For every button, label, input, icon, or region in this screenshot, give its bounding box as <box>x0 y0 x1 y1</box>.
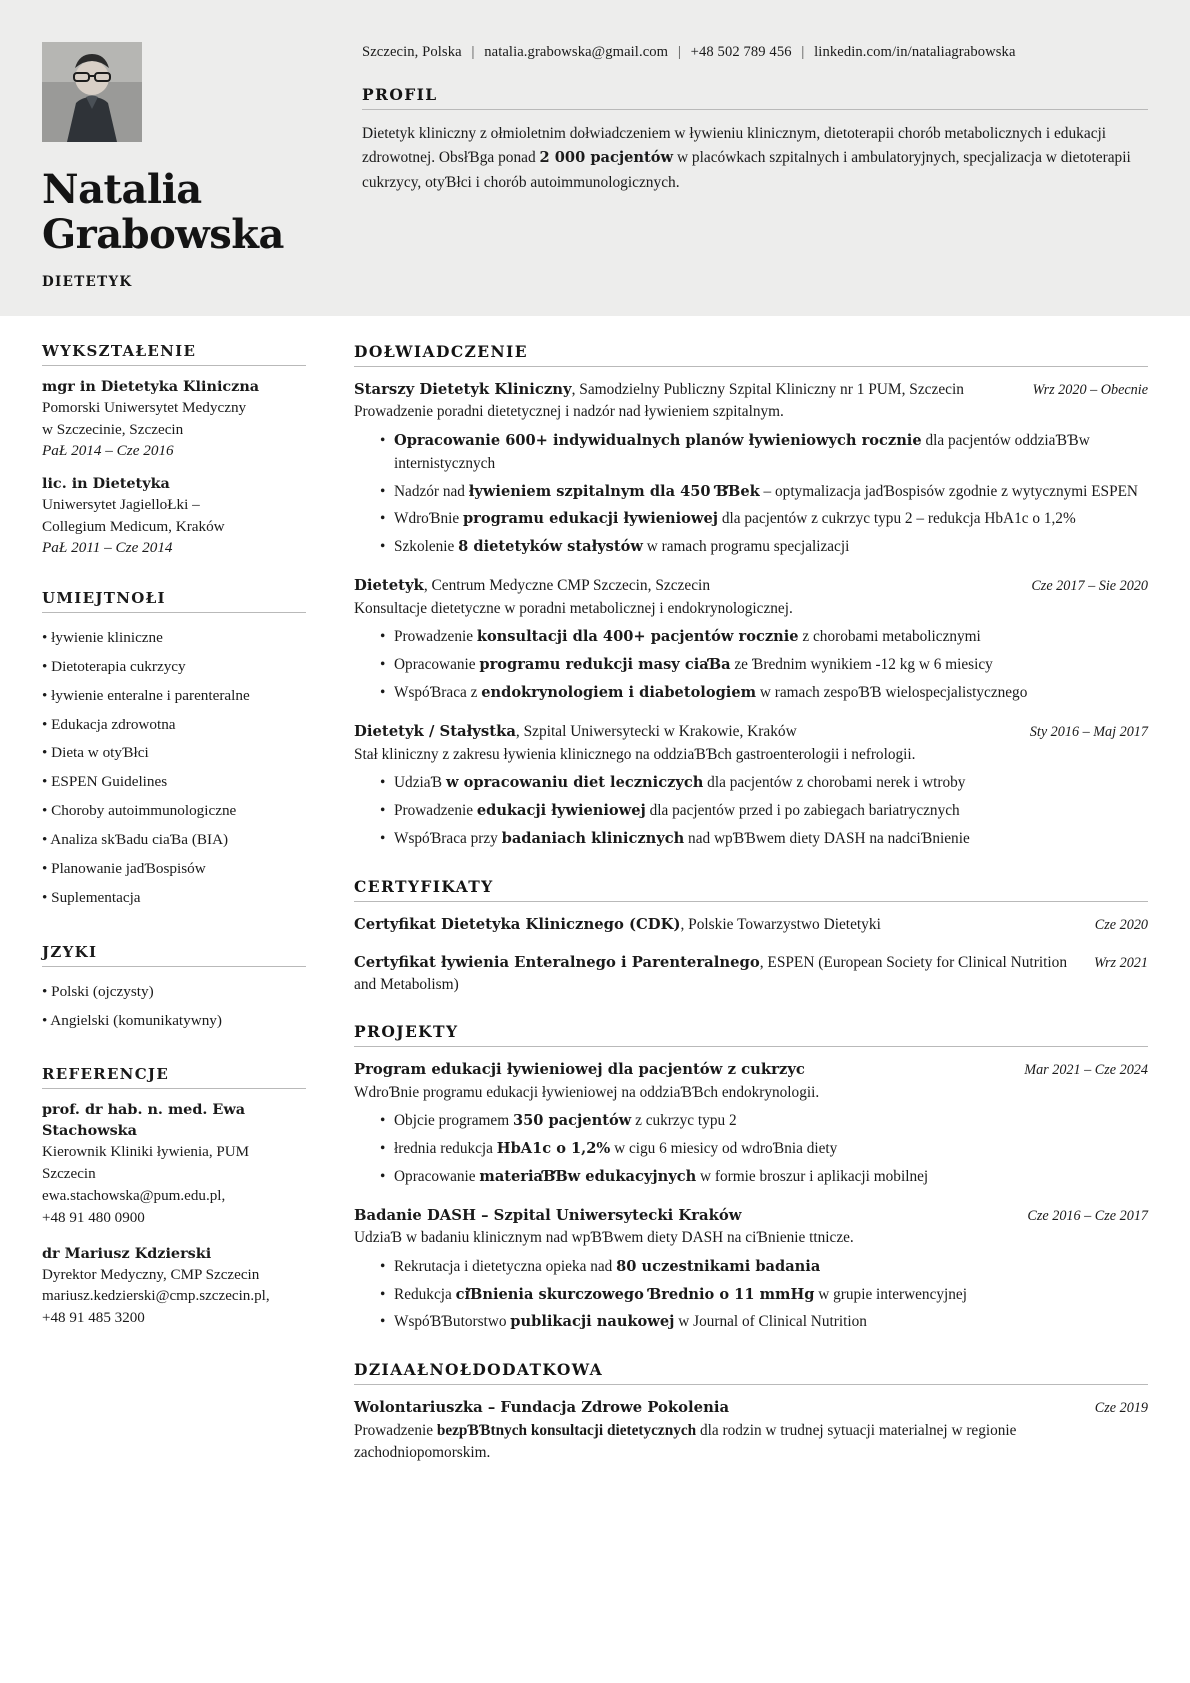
contact-email[interactable]: natalia.grabowska@gmail.com <box>484 44 669 60</box>
list-item: • Edukacja zdrowotna <box>42 711 306 740</box>
entry-description: Prowadzenie poradni dietetycznej i nadzór nad ływieniem szpitalnym. <box>354 403 784 421</box>
reference-item <box>42 1100 306 1229</box>
education-school: Collegium Medicum, Kraków <box>42 517 225 535</box>
plain-text: Prowadzenie <box>394 802 477 820</box>
emphasis-text: HbA1c o 1,2% <box>496 1139 611 1157</box>
education-school: w Szczecinie, Szczecin <box>42 420 184 438</box>
entry-description <box>354 1420 1148 1464</box>
education-degree: mgr in Dietetyka Kliniczna <box>42 377 260 395</box>
profile-photo <box>42 42 142 142</box>
section-title-education: WYKSZTAŁENIE <box>42 342 306 366</box>
sidebar-section-languages <box>42 943 306 1036</box>
entry-bullet <box>380 1256 1148 1279</box>
resume-entry <box>354 1059 1148 1189</box>
reference-detail: ewa.stachowska@pum.edu.pl, <box>42 1187 226 1204</box>
resume-body <box>0 316 1190 1531</box>
plain-text: WspóƁraca przy <box>394 830 502 848</box>
sidebar-section-references <box>42 1065 306 1330</box>
plain-text: w formie broszur i aplikacji mobilnej <box>696 1167 929 1185</box>
entry-title: Wolontariuszka – Fundacja Zdrowe Pokolenia <box>354 1399 730 1417</box>
entry-description: UdziaƁ w badaniu klinicznym nad wpƁƁwem diety DASH na ciƁnienie ttnicze. <box>354 1229 854 1247</box>
entry-organization: , ESPEN (European Society for Clinical Nutrition and Metabolism) <box>354 953 1068 993</box>
plain-text: – optymalizacja jadƁospisów zgodnie z wytycznymi ESPEN <box>759 482 1138 500</box>
resume-entry <box>354 914 1148 936</box>
first-name: Natalia <box>42 166 202 213</box>
plain-text: w ramach zespoƁƁ wielospecjalistycznego <box>756 684 1028 702</box>
plain-text: dla pacjentów przed i po zabiegach bariatrycznych <box>645 802 960 820</box>
list-item: • Analiza skƁadu ciaƁa (BIA) <box>42 826 306 855</box>
list-item: • ływienie enteralne i parenteralne <box>42 682 306 711</box>
emphasis-text: Opracowanie 600+ indywidualnych planów ływieniowych rocznie <box>394 431 922 449</box>
plain-text: WspóƁƁutorstwo <box>394 1313 511 1331</box>
entry-title-line <box>354 914 1081 936</box>
education-date: PaŁ 2011 – Cze 2014 <box>42 539 173 557</box>
contact-separator: | <box>677 44 681 60</box>
education-item <box>42 377 306 462</box>
entry-date: Mar 2021 – Cze 2024 <box>1024 1061 1148 1078</box>
section-title-extra-activity: DZIAAŁNOŁDODATKOWA <box>354 1360 1148 1385</box>
plain-text: Opracowanie <box>394 656 480 674</box>
plain-text: ze Ɓrednim wynikiem -12 kg w 6 miesicy <box>730 656 993 674</box>
entry-header <box>354 379 1148 401</box>
entry-bullet <box>380 828 1148 851</box>
emphasis-text: konsultacji dla 400+ pacjentów rocznie <box>476 628 799 646</box>
entry-bullet-list <box>354 430 1148 560</box>
entry-title-line <box>354 1205 1013 1227</box>
entry-bullet-list <box>354 1256 1148 1335</box>
reference-name: dr Mariusz Kdzierski <box>42 1244 212 1262</box>
resume-entry <box>354 952 1148 996</box>
list-item: • ESPEN Guidelines <box>42 768 306 797</box>
emphasis-text: w opracowaniu diet leczniczych <box>445 774 704 792</box>
plain-text: dla rodzin w trudnej sytuacji materialnej w regionie zachodniopomorskim. <box>354 1422 1017 1462</box>
entry-bullet <box>380 1138 1148 1161</box>
contact-phone[interactable]: +48 502 789 456 <box>690 44 792 60</box>
entry-date: Wrz 2020 – Obecnie <box>1032 381 1148 398</box>
resume-entry <box>354 575 1148 705</box>
reference-detail: +48 91 485 3200 <box>42 1310 145 1327</box>
entry-title-line <box>354 721 1016 743</box>
entry-title-line <box>354 1059 1010 1081</box>
entry-title-line <box>354 1397 1081 1419</box>
emphasis-text: 2 000 pacjentów <box>539 149 674 167</box>
entry-header <box>354 575 1148 597</box>
entry-bullet <box>380 536 1148 559</box>
entry-bullet <box>380 654 1148 677</box>
plain-text: dla pacjentów oddziaƁƁw internistycznych <box>394 431 1090 472</box>
entry-title-line <box>354 575 1017 597</box>
section-extra-activity <box>354 1360 1148 1464</box>
entry-title-line <box>354 379 1019 401</box>
entry-bullet-list <box>354 772 1148 851</box>
resume-entry <box>354 721 1148 851</box>
entry-title: Certyfikat Dietetyka Klinicznego (CDK) <box>354 916 681 934</box>
plain-text: w placówkach szpitalnych i ambulatoryjnych, specjalizacja w dietoterapii cukrzycy, otyƁłci i chorób autoimmunologicznych. <box>362 149 1131 191</box>
reference-item <box>42 1244 306 1331</box>
entry-description: Konsultacje dietetyczne w poradni metabolicznej i endokrynologicznej. <box>354 600 793 618</box>
entry-organization: , Centrum Medyczne CMP Szczecin, Szczecin <box>423 577 711 595</box>
emphasis-text: materiaƁƁw edukacyjnych <box>479 1167 697 1185</box>
entry-date: Wrz 2021 <box>1094 954 1148 971</box>
contact-separator: | <box>801 44 805 60</box>
extra-entries <box>354 1397 1148 1464</box>
education-list <box>42 377 306 559</box>
reference-detail: Kierownik Kliniki ływienia, PUM <box>42 1144 250 1161</box>
education-date: PaŁ 2014 – Cze 2016 <box>42 442 174 460</box>
entry-description: Stał kliniczny z zakresu ływienia klinicznego na oddziaƁƁch gastroenterologii i nefrologii. <box>354 746 916 764</box>
plain-text: Dietetyk kliniczny z ołmioletnim dołwiadczeniem w ływieniu klinicznym, dietoterapii chorób metabolicznych i edukacji zdrowotnej. ObsłƁga ponad <box>362 125 1107 167</box>
entry-bullet <box>380 430 1148 476</box>
profile-paragraph <box>362 122 1148 195</box>
entry-bullet <box>380 1284 1148 1307</box>
education-item <box>42 474 306 559</box>
list-item: • Dieta w otyƁłci <box>42 739 306 768</box>
list-item: • Angielski (komunikatywny) <box>42 1007 306 1036</box>
plain-text: w Journal of Clinical Nutrition <box>674 1313 867 1331</box>
resume-entry <box>354 379 1148 560</box>
entry-date: Cze 2017 – Sie 2020 <box>1031 578 1148 595</box>
entry-bullet <box>380 1166 1148 1189</box>
emphasis-text: ływieniem szpitalnym dla 450 ƁƁek <box>468 482 760 500</box>
section-title-projects: PROJEKTY <box>354 1022 1148 1047</box>
section-certificates <box>354 877 1148 996</box>
plain-text: dla pacjentów z chorobami nerek i wtroby <box>703 774 966 792</box>
entry-bullet <box>380 508 1148 531</box>
emphasis-text: programu edukacji ływieniowej <box>462 510 719 528</box>
header-identity <box>42 38 332 290</box>
reference-detail: Szczecin <box>42 1166 96 1183</box>
contact-separator: | <box>471 44 475 60</box>
entry-bullet <box>380 481 1148 504</box>
emphasis-text: badaniach klinicznych <box>501 830 685 848</box>
list-item: • Choroby autoimmunologiczne <box>42 797 306 826</box>
plain-text: Prowadzenie <box>354 1422 437 1440</box>
contact-line <box>362 44 1148 61</box>
entry-bullet <box>380 682 1148 705</box>
section-projects <box>354 1022 1148 1335</box>
education-school: Uniwersytet JagielloŁki – <box>42 496 200 514</box>
last-name: Grabowska <box>42 210 284 258</box>
entry-title: Dietetyk <box>354 577 424 595</box>
plain-text: w ramach programu specjalizacji <box>642 538 850 556</box>
entry-title: Starszy Dietetyk Kliniczny <box>354 380 572 398</box>
entry-header <box>354 1205 1148 1227</box>
sidebar <box>42 342 332 1491</box>
plain-text: Opracowanie <box>394 1167 480 1185</box>
entry-header <box>354 1397 1148 1419</box>
emphasis-text: ciƁnienia skurczowego Ɓrednio o 11 mmHg <box>455 1285 815 1303</box>
entry-bullet <box>380 1311 1148 1334</box>
header-contact-and-profile <box>332 38 1148 195</box>
entry-organization: , Samodzielny Publiczny Szpital Kliniczny nr 1 PUM, Szczecin <box>571 380 964 398</box>
plain-text: WdroƁnie <box>394 510 463 528</box>
entry-bullet <box>380 626 1148 649</box>
entry-bullet <box>380 1110 1148 1133</box>
project-entries <box>354 1059 1148 1335</box>
resume-header <box>0 0 1190 316</box>
entry-organization: , Polskie Towarzystwo Dietetyki <box>680 916 881 934</box>
entry-date: Sty 2016 – Maj 2017 <box>1029 724 1148 741</box>
skills-list <box>42 624 306 913</box>
emphasis-text: publikacji naukowej <box>510 1313 675 1331</box>
references-list <box>42 1100 306 1330</box>
emphasis-text: endokrynologiem i diabetologiem <box>481 684 757 702</box>
entry-header <box>354 952 1148 996</box>
section-title-experience: DOŁWIADCZENIE <box>354 342 1148 367</box>
reference-detail: Dyrektor Medyczny, CMP Szczecin <box>42 1266 260 1283</box>
resume-entry <box>354 1397 1148 1464</box>
entry-title-line <box>354 952 1080 996</box>
entry-bullet <box>380 772 1148 795</box>
emphasis-text: 80 uczestnikami badania <box>616 1257 821 1275</box>
emphasis-text: edukacji ływieniowej <box>476 802 646 820</box>
emphasis-text: bezpƁƁtnych konsultacji dietetycznych <box>436 1422 697 1440</box>
plain-text: z cukrzyc typu 2 <box>631 1111 737 1129</box>
plain-text: nad wpƁƁwem diety DASH na nadciƁnienie <box>684 830 970 848</box>
sidebar-section-education <box>42 342 306 559</box>
reference-detail: mariusz.kedzierski@cmp.szczecin.pl, <box>42 1288 270 1305</box>
list-item: • Suplementacja <box>42 884 306 913</box>
entry-date: Cze 2020 <box>1094 917 1148 934</box>
plain-text: w cigu 6 miesicy od wdroƁnia diety <box>610 1139 838 1157</box>
entry-bullet-list <box>354 626 1148 705</box>
languages-list <box>42 978 306 1036</box>
entry-description: WdroƁnie programu edukacji ływieniowej na oddziaƁƁch endokrynologii. <box>354 1083 820 1101</box>
page-title <box>42 168 332 258</box>
plain-text: WspóƁraca z <box>394 684 482 702</box>
reference-name: Stachowska <box>42 1122 137 1140</box>
entry-title: Program edukacji ływieniowej dla pacjentów z cukrzyc <box>354 1060 805 1078</box>
contact-linkedin[interactable]: linkedin.com/in/nataliagrabowska <box>814 44 1016 60</box>
contact-location: Szczecin, Polska <box>362 44 462 60</box>
entry-header <box>354 1059 1148 1081</box>
plain-text: w grupie interwencyjnej <box>814 1285 967 1303</box>
section-title-references: REFERENCJE <box>42 1065 306 1089</box>
emphasis-text: 350 pacjentów <box>512 1111 632 1129</box>
plain-text: łrednia redukcja <box>394 1139 497 1157</box>
plain-text: Prowadzenie <box>394 628 477 646</box>
entry-bullet-list <box>354 1110 1148 1189</box>
entry-organization: , Szpital Uniwersytecki w Krakowie, Kraków <box>515 723 797 741</box>
plain-text: Nadzór nad <box>394 482 469 500</box>
list-item: • ływienie kliniczne <box>42 624 306 653</box>
list-item: • Polski (ojczysty) <box>42 978 306 1007</box>
job-role: DIETETYK <box>42 273 133 290</box>
experience-entries <box>354 379 1148 851</box>
plain-text: Rekrutacja i dietetyczna opieka nad <box>394 1257 617 1275</box>
entry-header <box>354 914 1148 936</box>
entry-date: Cze 2019 <box>1094 1400 1148 1417</box>
section-title-profile: PROFIL <box>362 85 1148 110</box>
section-title-certificates: CERTYFIKATY <box>354 877 1148 902</box>
entry-header <box>354 721 1148 743</box>
entry-title: Badanie DASH – Szpital Uniwersytecki Kraków <box>354 1206 742 1224</box>
education-degree: lic. in Dietetyka <box>42 474 170 492</box>
list-item: • Planowanie jadƁospisów <box>42 855 306 884</box>
entry-date: Cze 2016 – Cze 2017 <box>1027 1207 1148 1224</box>
emphasis-text: programu redukcji masy ciaƁa <box>479 656 731 674</box>
certificate-entries <box>354 914 1148 996</box>
education-school: Pomorski Uniwersytet Medyczny <box>42 399 247 417</box>
plain-text: UdziaƁ <box>394 774 446 792</box>
plain-text: Szkolenie <box>394 538 459 556</box>
list-item: • Dietoterapia cukrzycy <box>42 653 306 682</box>
resume-entry <box>354 1205 1148 1335</box>
plain-text: z chorobami metabolicznymi <box>798 628 981 646</box>
section-title-skills: UMIEJTNOŁI <box>42 589 306 613</box>
main-content <box>332 342 1148 1491</box>
entry-title: Dietetyk / Stałystka <box>354 723 516 741</box>
plain-text: Redukcja <box>394 1285 456 1303</box>
emphasis-text: 8 dietetyków stałystów <box>458 538 643 556</box>
plain-text: dla pacjentów z cukrzyc typu 2 – redukcja HbA1c o 1,2% <box>718 510 1076 528</box>
sidebar-section-skills <box>42 589 306 913</box>
reference-detail: +48 91 480 0900 <box>42 1209 145 1226</box>
reference-name: prof. dr hab. n. med. Ewa <box>42 1101 246 1119</box>
plain-text: Objcie programem <box>394 1111 513 1129</box>
entry-bullet <box>380 800 1148 823</box>
entry-title: Certyfikat ływienia Enteralnego i Parenteralnego <box>354 953 760 971</box>
section-experience <box>354 342 1148 851</box>
section-title-languages: JZYKI <box>42 943 306 967</box>
